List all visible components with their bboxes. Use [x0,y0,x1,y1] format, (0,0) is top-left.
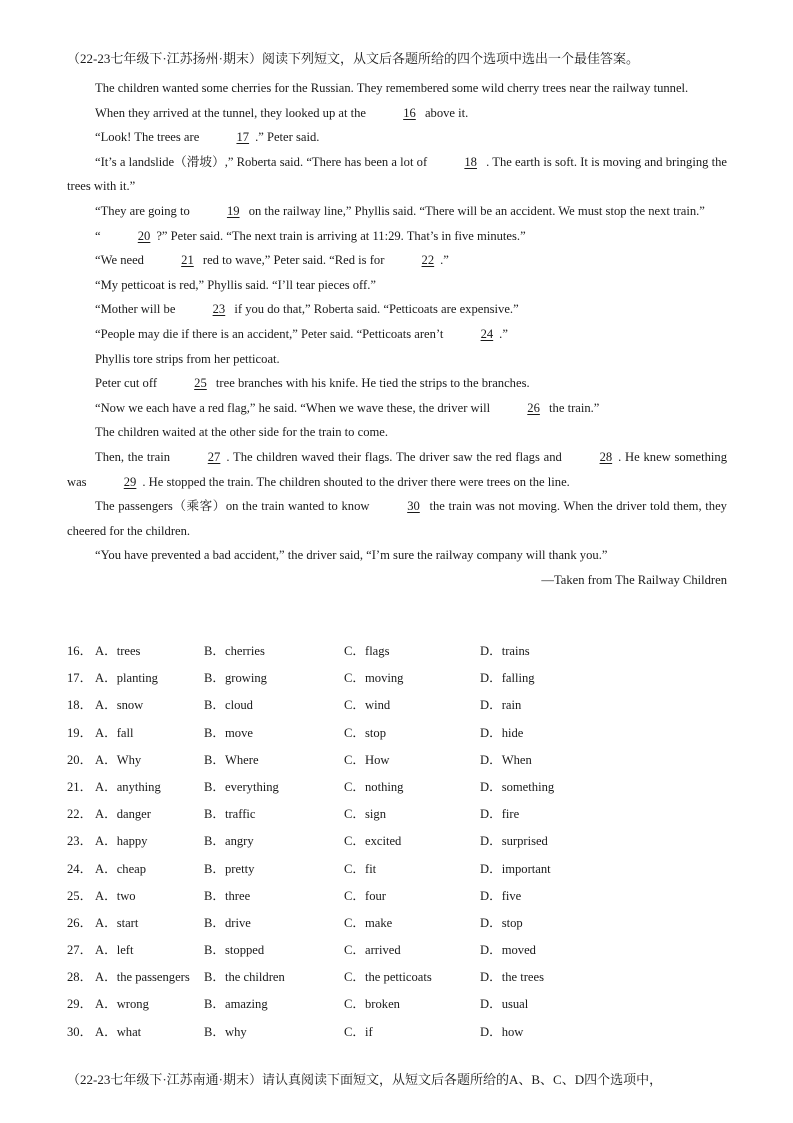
option-b[interactable]: B．growing [204,671,267,686]
option-c[interactable]: C．excited [344,834,402,849]
option-b[interactable]: B．everything [204,779,279,794]
blank-21: 21 [181,253,194,268]
option-d[interactable]: D．something [480,779,555,794]
question-number: 27． [67,943,93,958]
option-d[interactable]: D．how [480,1024,524,1039]
option-a[interactable]: A．left [95,943,134,958]
question-22 [67,801,737,828]
option-c[interactable]: C．nothing [344,779,404,794]
question-number: 16． [67,644,93,658]
option-b[interactable]: B．cherries [204,644,265,658]
paragraph-11: Phyllis tore strips from her petticoat. [95,351,280,366]
question-number: 24． [67,861,93,876]
option-a[interactable]: A．what [95,1024,142,1039]
option-c[interactable]: C．wind [344,698,391,713]
option-c[interactable]: C．four [344,888,386,903]
paragraph-4: “It’s a landslide（滑坡）,” Roberta said. “There has been a lot of 18 . The earth is soft. It is moving and bringing the trees with it.” [67,150,727,199]
option-c[interactable]: C．stop [344,725,386,740]
question-29 [67,991,737,1018]
question-number: 18． [67,698,93,713]
question-number: 21． [67,779,93,794]
option-d[interactable]: D．the trees [480,970,544,985]
option-a[interactable]: A．fall [95,725,134,740]
paragraph-16: The passengers（乘客）on the train wanted to know 30 the train was not moving. When the driver told them, they cheered for the children. [67,494,727,543]
option-c[interactable]: C．sign [344,807,386,822]
question-23 [67,828,737,855]
question-number: 26． [67,915,93,930]
option-c[interactable]: C．arrived [344,943,401,958]
question-19 [67,720,737,747]
option-a[interactable]: A．wrong [95,997,149,1012]
option-a[interactable]: A．the passengers [95,970,190,985]
option-c[interactable]: C．make [344,915,393,930]
option-b[interactable]: B．traffic [204,807,256,822]
blank-25: 25 [194,376,207,391]
option-a[interactable]: A．snow [95,698,144,713]
option-d[interactable]: D．stop [480,915,523,930]
question-number: 19． [67,725,93,740]
question-number: 22． [67,807,93,822]
question-number: 28． [67,970,93,985]
paragraph-10: “People may die if there is an accident,” Peter said. “Petticoats aren’t 24 .” [67,322,727,347]
option-a[interactable]: A．cheap [95,861,147,876]
answer-options [67,638,737,1046]
option-c[interactable]: C．if [344,1024,373,1039]
question-27 [67,937,737,964]
question-20 [67,747,737,774]
paragraph-5: “They are going to 19 on the railway line,” Phyllis said. “There will be an accident. We must stop the next train.” [67,199,727,224]
blank-18: 18 [464,154,477,169]
question-17 [67,665,737,692]
blank-28: 28 [599,449,613,464]
option-a[interactable]: A．happy [95,834,148,849]
option-d[interactable]: D．When [480,752,532,767]
option-d[interactable]: D．five [480,888,522,903]
option-c[interactable]: C．How [344,752,390,767]
blank-26: 26 [527,400,540,415]
paragraph-12: Peter cut off 25 tree branches with his knife. He tied the strips to the branches. [67,371,727,396]
blank-17: 17 [236,130,250,145]
option-c[interactable]: C．the petticoats [344,970,432,985]
paragraph-7: “We need 21 red to wave,” Peter said. “Red is for 22 .” [67,248,727,273]
option-b[interactable]: B．pretty [204,861,255,876]
paragraph-17: “You have prevented a bad accident,” the driver said, “I’m sure the railway company will thank you.” [95,548,608,563]
paragraph-9: “Mother will be 23 if you do that,” Roberta said. “Petticoats are expensive.” [67,297,727,322]
blank-19: 19 [226,203,240,218]
paragraph-3: “Look! The trees are 17 .” Peter said. [67,125,727,150]
question-26 [67,910,737,937]
option-a[interactable]: A．Why [95,752,142,767]
question-number: 29． [67,997,93,1012]
option-b[interactable]: B．the children [204,970,285,985]
question-28 [67,964,737,991]
question-24 [67,856,737,883]
option-a[interactable]: A．planting [95,671,158,686]
blank-20: 20 [137,228,151,243]
option-b[interactable]: B．move [204,725,253,740]
option-d[interactable]: D．trains [480,644,530,658]
option-b[interactable]: B．drive [204,915,251,930]
section2-header: （22-23七年级下·江苏南通·期末）请认真阅读下面短文，从短文后各题所给的A、B、C、D四个选项中， [67,1072,663,1087]
option-a[interactable]: A．start [95,915,139,930]
option-a[interactable]: A．anything [95,779,161,794]
paragraph-15: Then, the train 27 . The children waved their flags. The driver saw the red flags and 28 . He knew something was 29 . He stopped the train. The children shouted to the driver there were trees on the line. [67,445,727,494]
option-d[interactable]: D．usual [480,997,529,1012]
question-number: 25． [67,888,93,903]
option-b[interactable]: B．amazing [204,997,268,1012]
blank-27: 27 [207,449,221,464]
blank-23: 23 [212,302,226,317]
option-d[interactable]: D．falling [480,671,535,686]
option-d[interactable]: D．fire [480,807,520,822]
option-b[interactable]: B．angry [204,834,254,849]
question-18 [67,692,737,719]
question-number: 23． [67,834,93,849]
question-16 [67,638,737,665]
option-c[interactable]: C．flags [344,644,390,658]
option-c[interactable]: C．moving [344,671,404,686]
option-b[interactable]: B．cloud [204,698,253,713]
blank-29: 29 [123,474,137,489]
option-b[interactable]: B．why [204,1024,247,1039]
option-d[interactable]: D．rain [480,698,522,713]
question-number: 17． [67,671,93,686]
paragraph-14: The children waited at the other side for the train to come. [95,425,389,440]
paragraph-6: “ 20 ?” Peter said. “The next train is arriving at 11:29. That’s in five minutes.” [67,224,727,249]
blank-24: 24 [480,326,494,341]
question-number: 30． [67,1024,93,1039]
blank-30: 30 [407,499,420,514]
question-number: 20． [67,752,93,767]
paragraph-2: When they arrived at the tunnel, they looked up at the 16 above it. [67,101,727,126]
paragraph-13: “Now we each have a red flag,” he said. “When we wave these, the driver will 26 the train.” [67,396,727,421]
paragraph-1: The children wanted some cherries for the Russian. They remembered some wild cherry trees near the railway tunnel. [95,81,689,95]
option-d[interactable]: D．moved [480,943,536,958]
option-c[interactable]: C．fit [344,861,377,876]
option-a[interactable]: A．two [95,888,136,903]
option-b[interactable]: B．stopped [204,943,265,958]
option-c[interactable]: C．broken [344,997,400,1012]
cloze-passage [67,76,727,592]
blank-16: 16 [403,105,416,120]
option-b[interactable]: B．Where [204,752,259,767]
option-b[interactable]: B．three [204,888,251,903]
option-d[interactable]: D．hide [480,725,524,740]
option-a[interactable]: A．danger [95,807,151,822]
passage-source: —Taken from The Railway Children [541,572,727,587]
option-a[interactable]: A．trees [95,644,141,658]
blank-22: 22 [421,253,435,268]
question-30 [67,1019,737,1046]
section1-header: （22-23七年级下·江苏扬州·期末）阅读下列短文，从文后各题所给的四个选项中选出一个最佳答案。 [67,51,639,66]
question-21 [67,774,737,801]
question-25 [67,883,737,910]
option-d[interactable]: D．important [480,861,551,876]
option-d[interactable]: D．surprised [480,834,548,849]
paragraph-8: “My petticoat is red,” Phyllis said. “I’ll tear pieces off.” [95,277,376,292]
